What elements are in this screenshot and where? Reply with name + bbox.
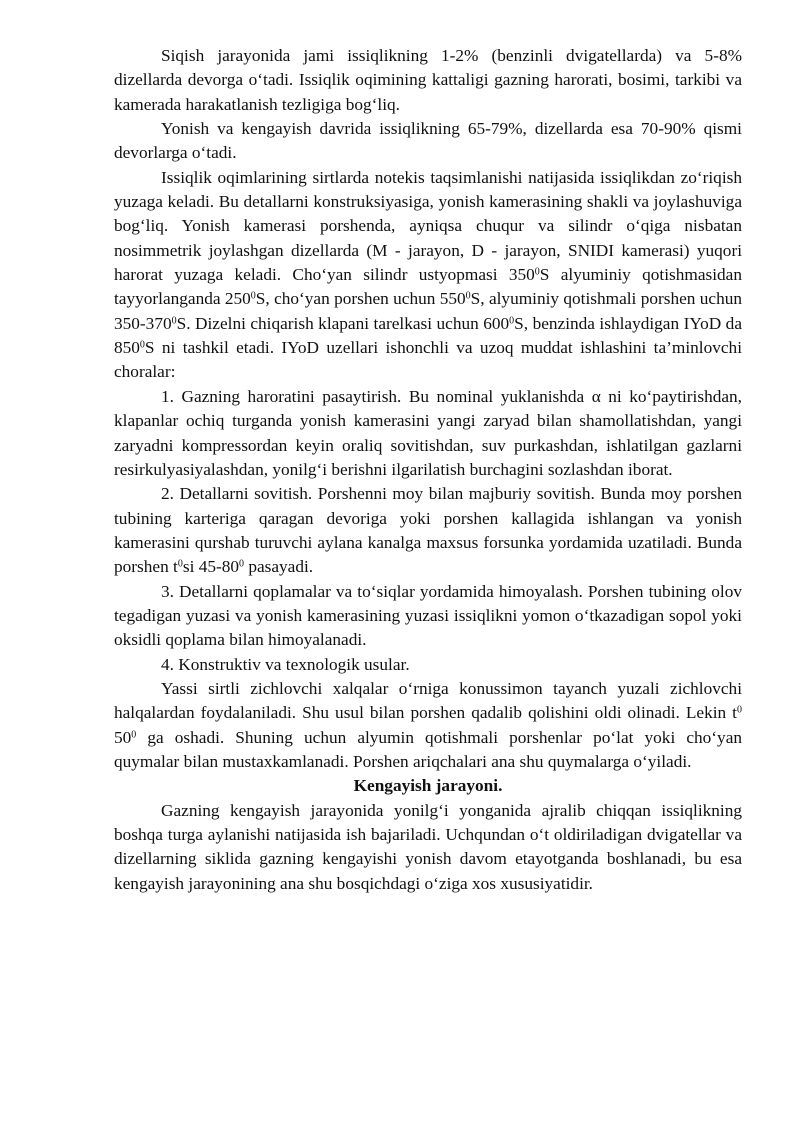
paragraph-text: S, benzinda ishlaydigan IYoD da 850 — [114, 313, 742, 358]
degree-superscript: 0 — [131, 729, 137, 741]
degree-superscript: 0 — [465, 290, 471, 302]
paragraph-text: 4. Konstruktiv va texnologik usular. — [161, 654, 410, 674]
body-paragraph — [114, 385, 742, 482]
body-paragraph — [114, 653, 742, 677]
paragraph-text: S alyuminiy qotishmasidan tayyorlanganda 250 — [114, 265, 742, 309]
body-paragraph — [114, 44, 742, 117]
paragraph-text: S, alyuminiy qotishmali porshen uchun 350-370 — [114, 289, 742, 333]
paragraph-text: Siqish jarayonida jami issiqlikning 1-2% (benzinli dvigatellarda) va 5-8% dizellarda devorga o‘tadi. Issiqlik oqimining kattaligi gazning harorati, bosimi, tarkibi va kamerada harakatlanish tezligiga bog‘liq. — [114, 46, 742, 114]
body-paragraph — [114, 166, 742, 385]
paragraph-text: S, cho‘yan porshen uchun 550 — [255, 289, 466, 309]
paragraph-text: 2. Detallarni sovitish. Porshenni moy bilan majburiy sovitish. Bunda moy porshen tubining karteriga qaragan devoriga yoki porshen kallagida ishlangan va yonish kamerasini qurshab turuvchi aylana kanalga maxsus forsunka yordamida uzatiladi. Bunda porshen t — [114, 484, 742, 577]
document-page — [114, 44, 742, 896]
paragraph-text: ga oshadi. Shuning uchun alyumin qotishmali porshenlar po‘lat yoki cho‘yan quymalar bilan mustaxkamlanadi. Porshen ariqchalari ana shu quymalarga o‘yiladi. — [114, 727, 742, 771]
paragraph-text: S. Dizelni chiqarish klapani tarelkasi uchun 600 — [176, 313, 510, 333]
body-paragraph — [114, 580, 742, 653]
degree-superscript: 0 — [171, 315, 177, 327]
degree-superscript: 0 — [534, 266, 540, 278]
degree-superscript: 0 — [177, 558, 183, 570]
paragraph-text: pasayadi. — [244, 557, 314, 577]
degree-superscript: 0 — [250, 290, 256, 302]
paragraph-text: S ni tashkil etadi. IYoD uzellari ishonchli va uzoq muddat ishlashini ta’minlovchi choralar: — [114, 338, 742, 382]
closing-paragraph: Gazning kengayish jarayonida yonilg‘i yonganida ajralib chiqqan issiqlikning boshqa turga aylanishi natijasida ish bajariladi. Uchqundan o‘t oldiriladigan dvigatellar va dizellarning siklida gazning kengayishi yonish davom etayotganda boshlanadi, bu esa kengayish jarayonining ana shu bosqichdagi o‘ziga xos xususiyatidir. — [114, 800, 742, 893]
degree-superscript: 0 — [139, 339, 145, 351]
body-paragraph — [114, 482, 742, 579]
paragraph-text: si 45-80 — [182, 557, 240, 577]
paragraph-text: Yonish va kengayish davrida issiqlikning 65-79%, dizellarda esa 70-90% qismi devorlarga o‘tadi. — [114, 119, 742, 163]
degree-superscript: 0 — [509, 315, 515, 327]
body-paragraph — [114, 117, 742, 166]
paragraph-text: 50 — [114, 727, 132, 747]
degree-superscript: 0 — [239, 558, 245, 570]
section-heading: Kengayish jarayoni. — [353, 776, 503, 796]
paragraph-text: Issiqlik oqimlarining sirtlarda notekis taqsimlanishi natijasida issiqlikdan zo‘riqish yuzaga keladi. Bu detallarni konstruksiyasiga, yonish kamerasining shakli va joylashuviga bog‘liq. Yonish kamerasi porshenda, ayniqsa chuqur va silindr o‘qiga nisbatan nosimmetrik joylashgan dizellarda (M - jarayon, D - jarayon, SNIDI kamerasi) yuqori harorat yuzaga keladi. Cho‘yan silindr ustyopmasi 350 — [114, 167, 742, 285]
document-body — [114, 44, 742, 774]
paragraph-text: 1. Gazning haroratini pasaytirish. Bu nominal yuklanishda α ni ko‘paytirishdan, klapanlar ochiq turganda yonish kamerasini yangi zaryad bilan shamollatishdan, yangi zaryadni kompressordan keyin oraliq sovitishdan, suv purkashdan, ishlatilgan gazlarni resirkulyasiyalashdan, yonilg‘i berishni ilgarilatish burchagini sozlashdan iborat. — [114, 386, 742, 479]
degree-superscript: 0 — [737, 704, 742, 716]
paragraph-text: Yassi sirtli zichlovchi xalqalar o‘rniga konussimon tayanch yuzali zichlovchi halqalardan foydalaniladi. Shu usul bilan porshen qadalib qolishini oldi olinadi. Lekin t — [114, 678, 742, 723]
paragraph-text: 3. Detallarni qoplamalar va to‘siqlar yordamida himoyalash. Porshen tubining olov tegadigan yuzasi va yonish kamerasining yuzasi issiqlikni yomon o‘tkazadigan sopol yoki oksidli qoplama bilan himoyalanadi. — [114, 581, 742, 650]
body-paragraph — [114, 677, 742, 774]
